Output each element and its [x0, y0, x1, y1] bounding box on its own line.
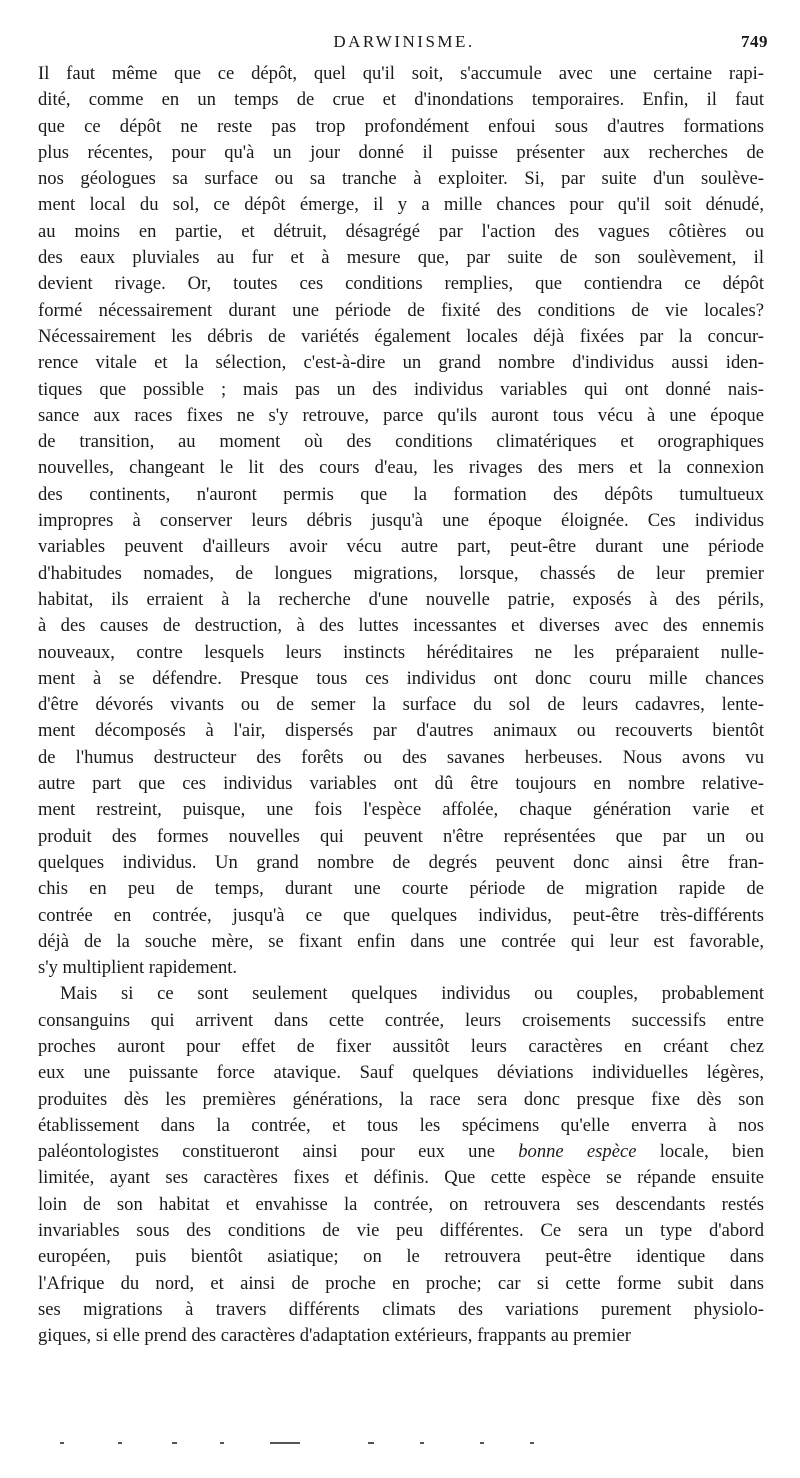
text-line: autre part que ces individus variables ont dû être toujours en nombre relative- [38, 773, 764, 795]
text-line: Mais si ce sont seulement quelques individus ou couples, probablement [60, 983, 764, 1005]
text-line: dité, comme en un temps de crue et d'inondations temporaires. Enfin, il faut [38, 89, 764, 111]
text-line: contrée en contrée, jusqu'à ce que quelques individus, peut-être très-différents [38, 904, 764, 926]
text-line: ment à se défendre. Presque tous ces individus ont donc couru mille chances [38, 667, 764, 689]
text-line: produites dès les premières générations, la race sera donc presque fixe dès son [38, 1088, 764, 1110]
text-line: ment restreint, puisque, une fois l'espèce affolée, chaque génération varie et [38, 799, 764, 821]
text-line: plus récentes, pour qu'à un jour donné il puisse présenter aux recherches de [38, 141, 764, 163]
text-line: sance aux races fixes ne s'y retrouve, parce qu'ils auront tous vécu à une époque [38, 404, 764, 426]
text-line: nouveaux, contre lesquels leurs instincts héréditaires ne les préparaient nulle- [38, 641, 764, 663]
text-line: Il faut même que ce dépôt, quel qu'il soit, s'accumule avec une certaine rapi- [38, 63, 764, 84]
text-line: à des causes de destruction, à des luttes incessantes et diverses avec des ennemis [38, 615, 764, 637]
text-line: rence vitale et la sélection, c'est-à-dire un grand nombre d'individus aussi iden- [38, 352, 764, 374]
text-line: de transition, au moment où des conditions climatériques et orographiques [38, 431, 764, 453]
body-text [38, 61, 764, 1350]
running-header [40, 30, 768, 56]
text-line: d'habitudes nomades, de longues migrations, lorsque, chassés de leur premier [38, 562, 764, 584]
text-line: consanguins qui arrivent dans cette contrée, leurs croisements successifs entre [38, 1009, 764, 1031]
text-line: ment local du sol, ce dépôt émerge, il y a mille chances pour qu'il soit dénudé, [38, 194, 764, 216]
text-line: invariables sous des conditions de vie peu différentes. Ce sera un type d'abord [38, 1220, 764, 1242]
text-line: d'être dévorés vivants ou de semer la surface du sol de leurs cadavres, lente- [38, 694, 764, 716]
text-line: formé nécessairement durant une période de fixité des conditions de vie locales? [38, 299, 764, 321]
text-line: impropres à conserver leurs débris jusqu'à une époque éloignée. Ces individus [38, 510, 764, 532]
paragraph [38, 61, 764, 981]
text-line: proches auront pour effet de fixer aussitôt leurs caractères en créant chez [38, 1035, 764, 1057]
text-line: Nécessairement les débris de variétés également locales déjà fixées par la concur- [38, 325, 764, 347]
text-line: l'Afrique du nord, et ainsi de proche en proche; car si cette forme subit dans [38, 1272, 764, 1294]
text-line: chis en peu de temps, durant une courte période de migration rapide de [38, 878, 764, 900]
text-line: devient rivage. Or, toutes ces conditions remplies, que contiendra ce dépôt [38, 273, 764, 295]
text-line: des continents, n'auront permis que la formation des dépôts tumultueux [38, 483, 764, 505]
text-line: établissement dans la contrée, et tous les spécimens qu'elle enverra à nos [38, 1114, 764, 1136]
page-number: 749 [741, 32, 768, 51]
text-line: que ce dépôt ne reste pas trop profondément enfoui sous d'autres formations [38, 115, 764, 137]
text-line: loin de son habitat et envahisse la contrée, on retrouvera ses descendants restés [38, 1193, 764, 1215]
text-line: produit des formes nouvelles qui peuvent n'être représentées que par un ou [38, 825, 764, 847]
text-line: nouvelles, changeant le lit des cours d'eau, les rivages des mers et la connexion [38, 457, 764, 479]
text-line: des eaux pluviales au fur et à mesure que, par suite de son soulèvement, il [38, 247, 764, 269]
text-line: ment décomposés à l'air, dispersés par d'autres animaux ou recouverts bientôt [38, 720, 764, 742]
emphasis: bonne espèce [518, 1141, 637, 1163]
text-line: paléontologistes constitueront ainsi pour eux une bonne espèce locale, bien [38, 1141, 764, 1163]
text-line: habitat, ils erraient à la recherche d'une nouvelle patrie, exposés à des périls, [38, 588, 764, 610]
text-line: quelques individus. Un grand nombre de degrés peuvent donc ainsi être fran- [38, 851, 764, 873]
text-line: limitée, ayant ses caractères fixes et définis. Que cette espèce se répande ensuite [38, 1167, 764, 1189]
text-line: de l'humus destructeur des forêts ou des savanes herbeuses. Nous avons vu [38, 746, 764, 768]
text-line: eux une puissante force atavique. Sauf quelques déviations individuelles légères, [38, 1062, 764, 1084]
text-line: nos géologues sa surface ou sa tranche à exploiter. Si, par suite d'un soulève- [38, 168, 764, 190]
scan-artifact-marks [60, 1438, 580, 1448]
text-line: tiques que possible ; mais pas un des individus variables qui ont donné nais- [38, 378, 764, 400]
text-line: s'y multiplient rapidement. [38, 957, 238, 979]
text-line: déjà de la souche mère, se fixant enfin dans une contrée qui leur est favorable, [38, 930, 764, 952]
paragraph [38, 981, 764, 1349]
text-line: giques, si elle prend des caractères d'adaptation extérieurs, frappants au premier [38, 1325, 631, 1347]
text-line: au moins en partie, et détruit, désagrégé par l'action des vagues côtières ou [38, 220, 764, 242]
text-line: ses migrations à travers différents climats des variations purement physiolo- [38, 1298, 764, 1320]
text-line: variables peuvent d'ailleurs avoir vécu autre part, peut-être durant une période [38, 536, 764, 558]
running-title: DARWINISME. [333, 32, 475, 51]
text-line: européen, puis bientôt asiatique; on le retrouvera peut-être identique dans [38, 1246, 764, 1268]
